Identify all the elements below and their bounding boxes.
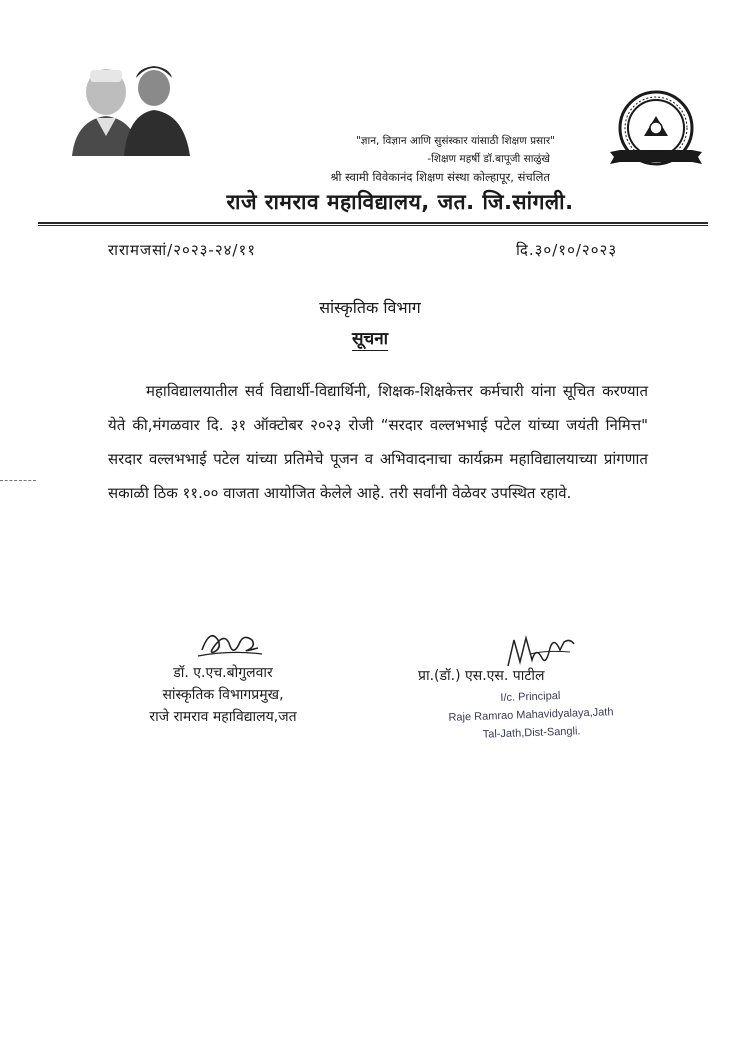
department-heading: सांस्कृतिक विभाग (319, 298, 421, 317)
motto-text: "ज्ञान, विज्ञान आणि सुसंस्कार यांसाठी शिक्षण प्रसार" (355, 135, 555, 147)
stamp-location: Tal-Jath,Dist-Sangli. (482, 725, 581, 741)
left-signature-image (196, 620, 266, 662)
society-line: श्री स्वामी विवेकानंद शिक्षण संस्था कोल्हापूर, संचलित (330, 170, 550, 184)
notice-date: दि.३०/१०/२०२३ (516, 241, 618, 259)
header-divider-secondary (38, 225, 708, 226)
header-divider (38, 222, 708, 224)
motto-author: -शिक्षण महर्षी डॉ.बापूजी साळुंखे (427, 153, 550, 165)
reference-number: रारामजसां/२०२३-२४/११ (108, 241, 257, 259)
notice-body: महाविद्यालयातील सर्व विद्यार्थी-विद्यार्थिनी, शिक्षक-शिक्षकेत्तर कर्मचारी यांना सूचित करण्यात येते की,मंगळवार दि. ३१ ऑक्टोबर २०२३ रोजी “सरदार वल्लभभाई पटेल यांच्या जयंती निमित्त" सरदार वल्लभभाई पटेल यांच्या प्रतिमेचे पूजन व अभिवादनाचा कार्यक्रम महाविद्यालयाच्या प्रांगणात सकाळी ठिक ११.०० वाजता आयोजित केलेले आहे. तरी सर्वांनी वेळेवर उपस्थित रहावे. (108, 382, 648, 502)
notice-title-text: सूचना (351, 329, 389, 349)
left-signatory-institution: राजे रामराव महाविद्यालय,जत (149, 709, 297, 725)
stamp-college: Raje Ramrao Mahavidyalaya,Jath (448, 706, 614, 724)
margin-mark (0, 480, 36, 482)
institution-seal-logo (602, 88, 710, 176)
left-signatory-block (108, 662, 338, 728)
founders-portrait-image (66, 56, 196, 156)
college-title: राजे रामराव महाविद्यालय, जत. जि.सांगली. (226, 190, 574, 214)
stamp-title: I/c. Principal (500, 689, 561, 705)
left-signatory-designation: सांस्कृतिक विभागप्रमुख, (162, 687, 284, 703)
left-signatory-name: डॉ. ए.एच.बोगुलवार (173, 665, 273, 681)
notice-title (240, 326, 500, 349)
right-signatory-name: प्रा.(डॉ.) एस.एस. पाटील (418, 668, 545, 684)
principal-stamp (425, 684, 637, 745)
